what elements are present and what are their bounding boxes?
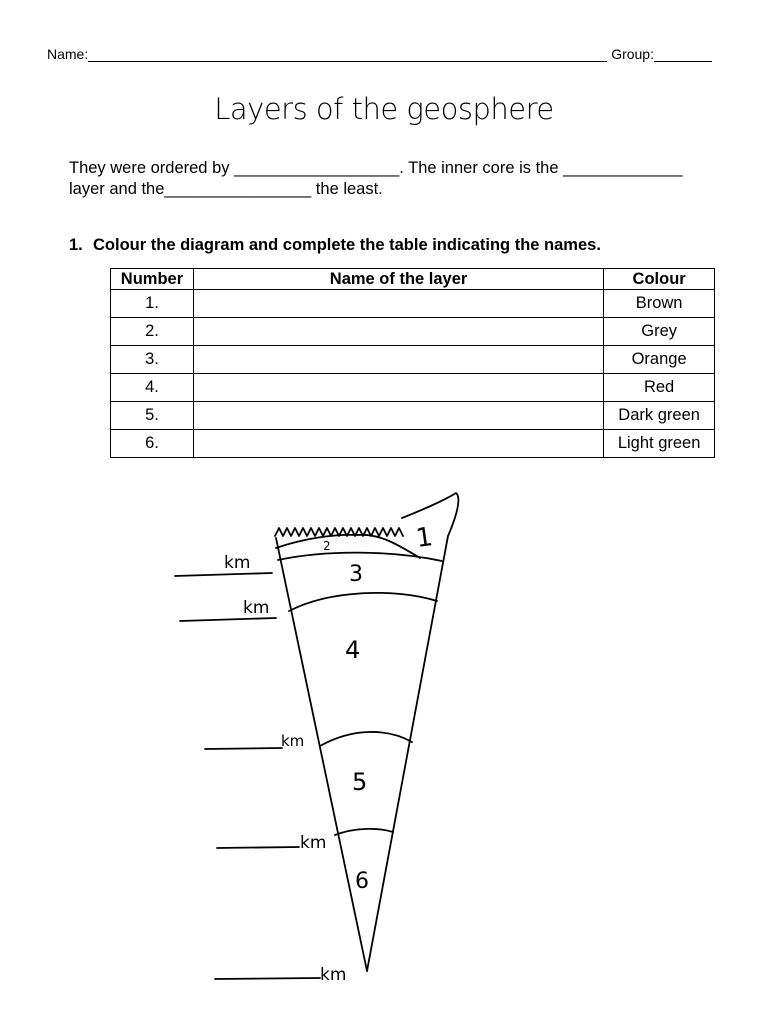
table-header-row	[111, 269, 715, 290]
row-number: 2.	[111, 318, 194, 346]
layer-5-bottom-boundary	[335, 829, 393, 835]
table-row	[111, 346, 715, 374]
layer-label-5: 5	[352, 768, 368, 796]
layer-label-2: 2	[323, 539, 331, 553]
depth-answer-line-4	[217, 847, 299, 848]
row-number: 4.	[111, 374, 194, 402]
row-colour: Orange	[604, 346, 715, 374]
layer-name-cell[interactable]	[193, 374, 603, 402]
depth-answer-line-3	[205, 748, 282, 749]
row-number: 6.	[111, 430, 194, 458]
question-1	[69, 236, 601, 255]
layer-name-cell[interactable]	[193, 430, 603, 458]
km-label-5: km	[320, 965, 347, 985]
group-label: Group:	[611, 46, 654, 62]
layer-3-bottom-boundary	[289, 593, 437, 611]
intro-line-1: They were ordered by __________________. The inner core is the _____________	[69, 159, 683, 177]
table-row	[111, 290, 715, 318]
km-label-3: km	[281, 732, 305, 750]
row-number: 5.	[111, 402, 194, 430]
depth-answer-line-1	[175, 573, 272, 576]
header-number: Number	[111, 269, 194, 290]
layer-name-cell[interactable]	[193, 346, 603, 374]
row-colour: Red	[604, 374, 715, 402]
layer-name-cell[interactable]	[193, 402, 603, 430]
row-number: 1.	[111, 290, 194, 318]
question-text: Colour the diagram and complete the table indicating the names.	[93, 236, 601, 254]
table-row	[111, 430, 715, 458]
group-field[interactable]	[654, 47, 712, 62]
row-colour: Dark green	[604, 402, 715, 430]
name-field[interactable]	[88, 47, 607, 62]
row-colour: Brown	[604, 290, 715, 318]
row-colour: Light green	[604, 430, 715, 458]
table-row	[111, 318, 715, 346]
layer-label-4: 4	[345, 636, 361, 664]
question-number: 1.	[69, 236, 83, 254]
layer-2-top-boundary	[276, 535, 358, 548]
row-number: 3.	[111, 346, 194, 374]
intro-paragraph	[69, 158, 729, 200]
row-colour: Grey	[604, 318, 715, 346]
earth-wedge-svg	[90, 478, 550, 1013]
header-colour: Colour	[604, 269, 715, 290]
layer-name-cell[interactable]	[193, 318, 603, 346]
km-label-1: km	[224, 553, 251, 573]
earth-layers-diagram	[90, 478, 550, 1013]
name-label: Name:	[47, 46, 89, 62]
km-label-4: km	[300, 833, 327, 853]
header-layer-name: Name of the layer	[193, 269, 603, 290]
km-label-2: km	[243, 598, 270, 618]
layer-label-6: 6	[355, 869, 369, 894]
intro-line-2: layer and the________________ the least.	[69, 180, 383, 198]
layer-4-bottom-boundary	[320, 732, 412, 746]
layer-name-cell[interactable]	[193, 290, 603, 318]
layer-label-1: 1	[414, 522, 435, 555]
layers-table	[110, 268, 715, 458]
wedge-left-edge	[276, 538, 367, 971]
table-row	[111, 374, 715, 402]
depth-answer-line-2	[180, 618, 276, 621]
layer-label-3: 3	[349, 562, 363, 587]
page-title: Layers of the geosphere	[214, 92, 554, 126]
student-header	[47, 46, 712, 62]
depth-answer-line-5	[215, 978, 320, 979]
table-row	[111, 402, 715, 430]
